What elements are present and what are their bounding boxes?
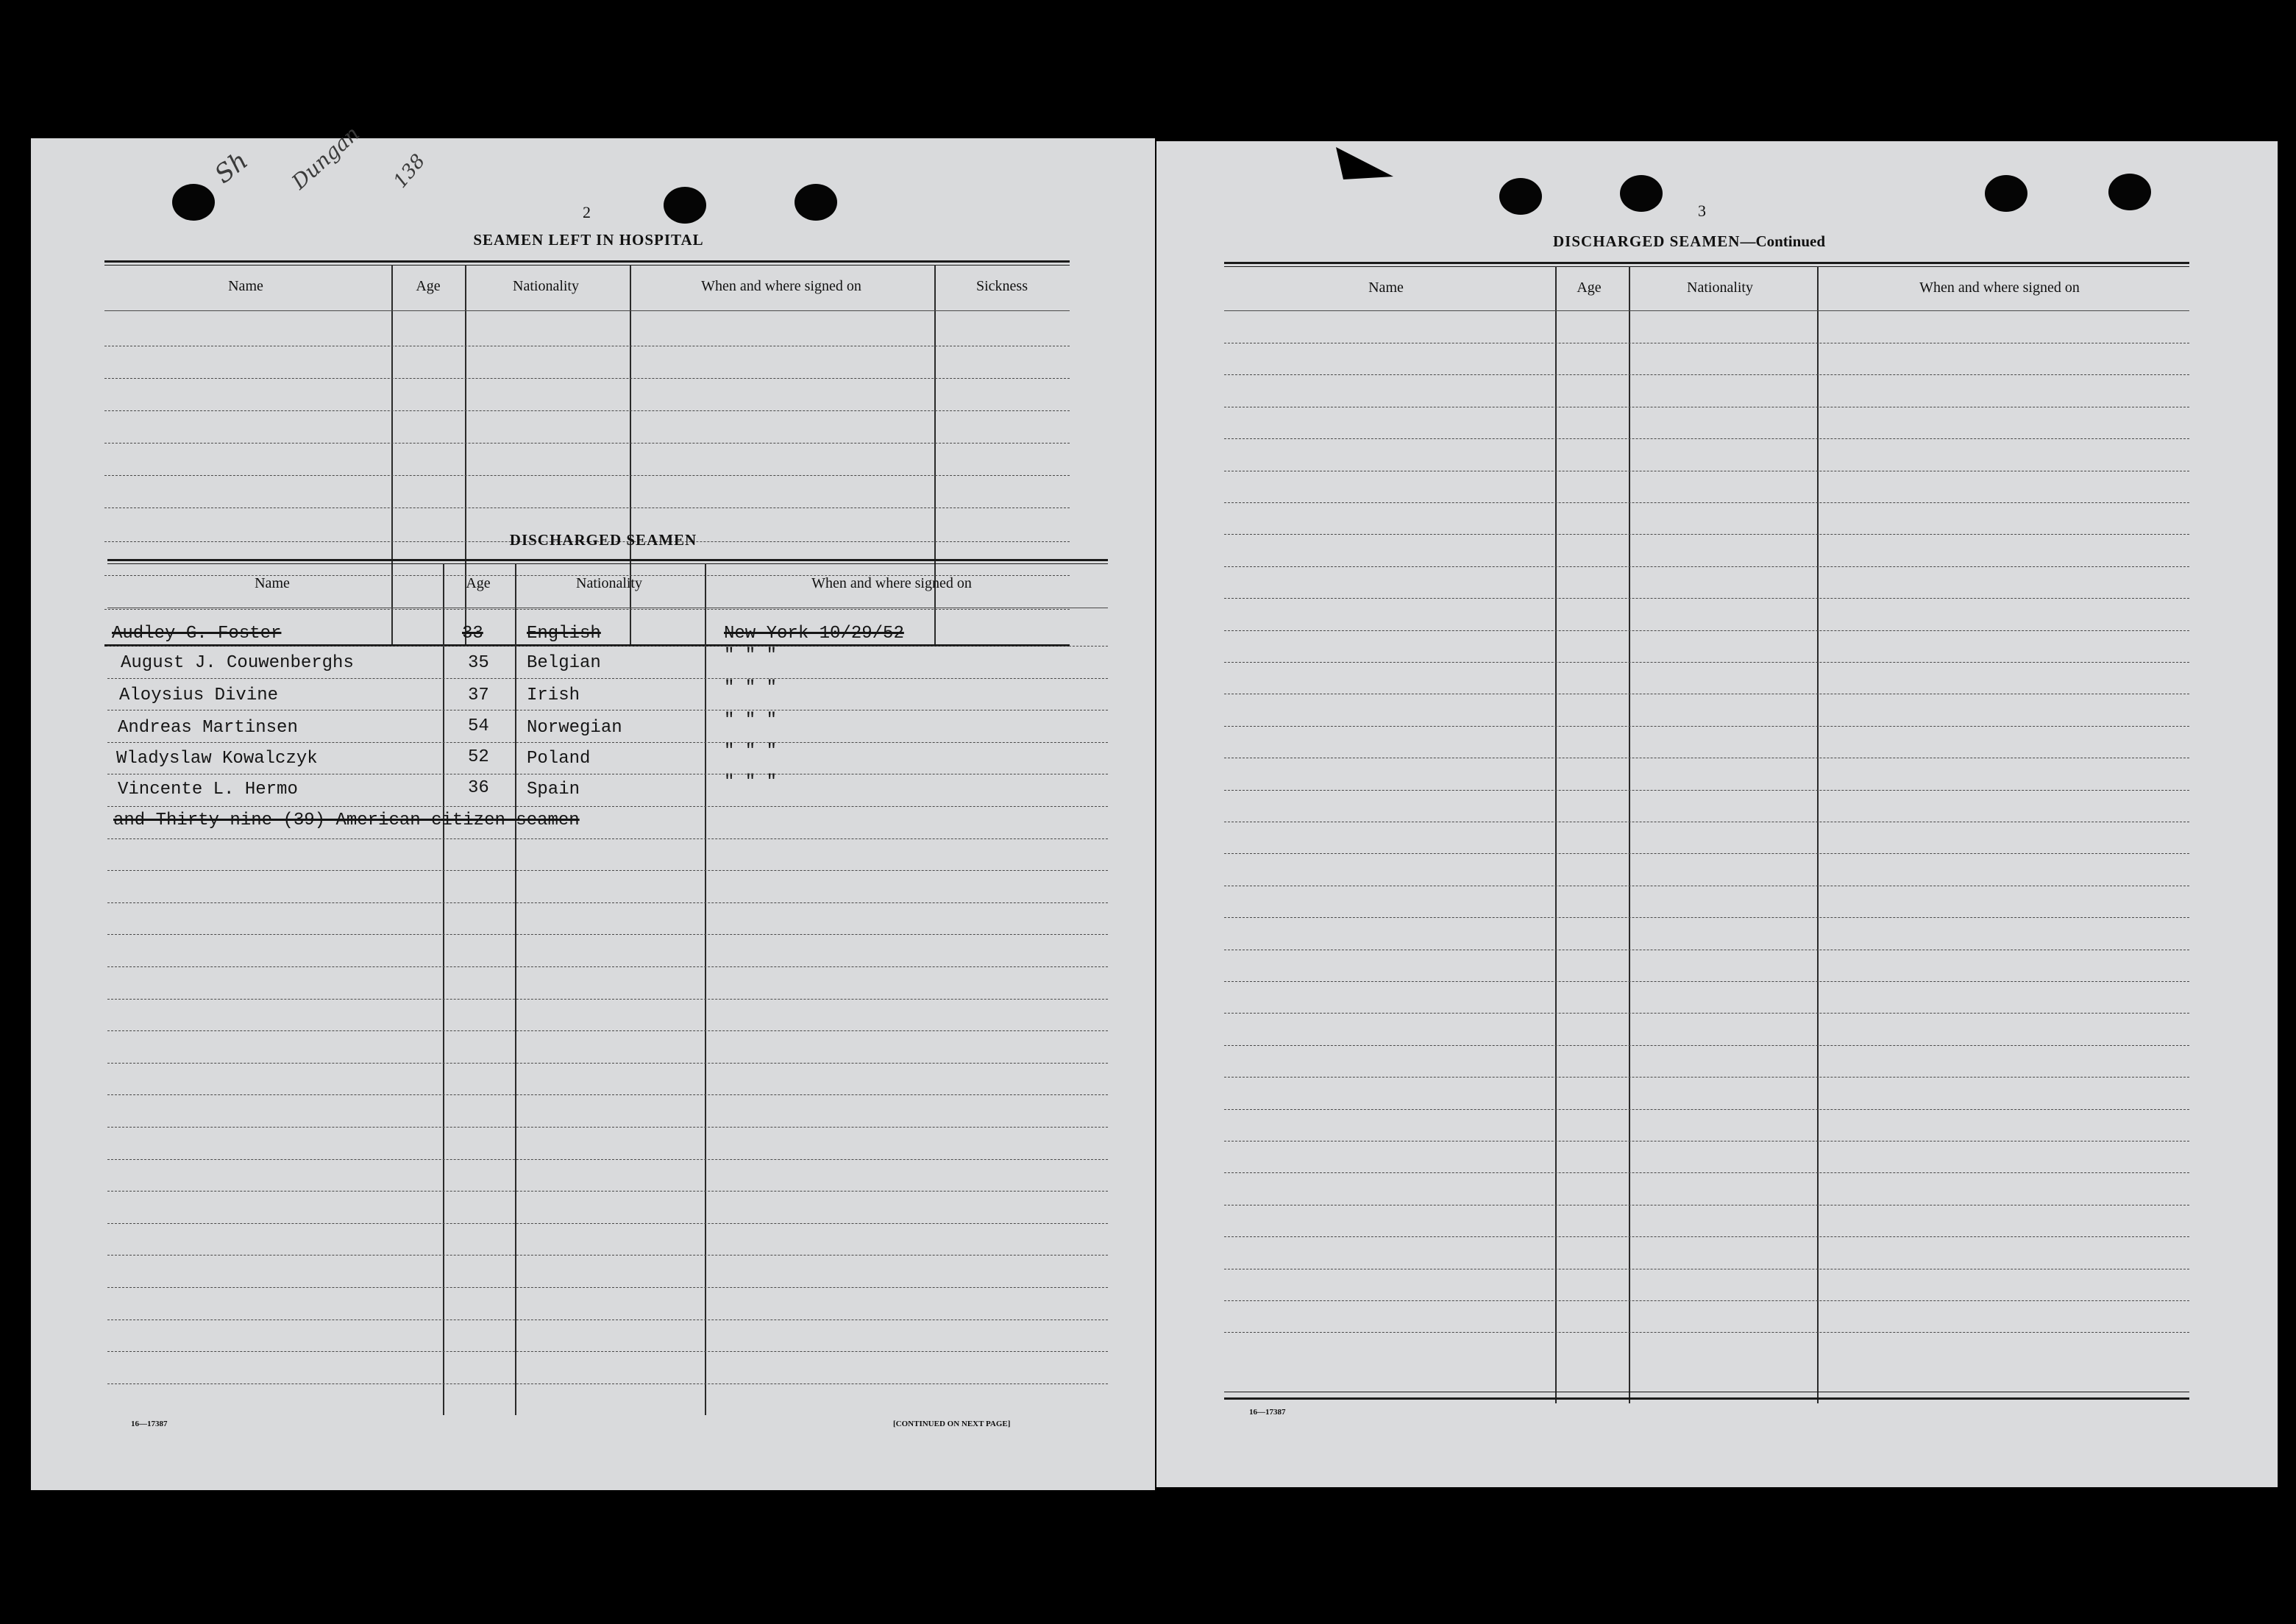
table-rule — [107, 563, 1108, 564]
row-line — [1224, 1172, 2189, 1173]
continued-col-name: Name — [1368, 279, 1404, 296]
row-line — [1224, 630, 2189, 631]
row-line — [104, 310, 1070, 311]
table-row-age: 54 — [468, 716, 489, 736]
table-row-signed-on: " " " — [724, 772, 778, 792]
table-rule — [1224, 266, 2189, 267]
punch-hole — [1985, 175, 2027, 212]
row-line — [1224, 1332, 2189, 1333]
punch-hole — [1499, 178, 1542, 215]
right-page — [1156, 141, 2278, 1487]
row-line — [107, 934, 1108, 935]
row-line — [107, 742, 1108, 743]
row-line — [104, 475, 1070, 476]
handwritten-note: Sh — [209, 146, 254, 190]
table-row-signed-on: " " " — [724, 646, 778, 666]
row-line — [107, 1287, 1108, 1288]
page-number: 2 — [583, 203, 591, 221]
row-line — [1224, 662, 2189, 663]
table-row-name: Wladyslaw Kowalczyk — [116, 749, 318, 769]
table-row-nationality: Irish — [527, 685, 580, 705]
continued-col-nationality: Nationality — [1687, 279, 1753, 296]
row-line — [104, 378, 1070, 379]
row-line — [104, 609, 1070, 610]
table-row-nationality: Norwegian — [527, 718, 622, 738]
row-line — [1224, 566, 2189, 567]
table-row-age: 36 — [468, 778, 489, 798]
row-line — [1224, 1300, 2189, 1301]
torn-corner-shape — [1333, 144, 1399, 181]
row-line — [107, 966, 1108, 967]
handwritten-note: Dungan — [287, 121, 364, 194]
punch-hole — [172, 184, 215, 221]
row-line — [107, 678, 1108, 679]
row-line — [107, 1063, 1108, 1064]
hospital-col-age: Age — [416, 278, 441, 294]
row-line — [1224, 1077, 2189, 1078]
table-rule — [104, 260, 1070, 263]
discharged-col-name: Name — [255, 575, 290, 591]
table-row-age: 33 — [462, 624, 483, 644]
hospital-section-title: SEAMEN LEFT IN HOSPITAL — [473, 231, 704, 249]
table-row-name: Andreas Martinsen — [118, 718, 298, 738]
column-divider — [1629, 266, 1630, 1403]
punch-hole — [2108, 174, 2151, 210]
row-line — [1224, 1236, 2189, 1237]
table-row-age: 37 — [468, 685, 489, 705]
row-line — [1224, 981, 2189, 982]
continued-note: [CONTINUED ON NEXT PAGE] — [893, 1420, 1011, 1428]
row-line — [107, 1094, 1108, 1095]
continued-col-signed-on: When and where signed on — [1919, 279, 2080, 296]
row-line — [1224, 726, 2189, 727]
row-line — [1224, 438, 2189, 439]
table-row-nationality: Poland — [527, 749, 591, 769]
discharged-col-age: Age — [466, 575, 491, 591]
hospital-col-nationality: Nationality — [513, 278, 579, 294]
hospital-col-sickness: Sickness — [976, 278, 1028, 294]
row-line — [1224, 853, 2189, 854]
row-line — [1224, 534, 2189, 535]
punch-hole — [1620, 175, 1663, 212]
row-line — [1224, 502, 2189, 503]
table-row-name: Aloysius Divine — [119, 685, 279, 705]
row-line — [1224, 1141, 2189, 1142]
row-line — [107, 1159, 1108, 1160]
row-line — [107, 838, 1108, 839]
table-rule — [1224, 262, 2189, 264]
row-line — [107, 1351, 1108, 1352]
table-row-signed-on: " " " — [724, 710, 778, 730]
column-divider — [391, 265, 393, 644]
hospital-col-signed-on: When and where signed on — [701, 278, 861, 294]
row-line — [107, 1191, 1108, 1192]
table-row-signed-on: " " " — [724, 678, 778, 698]
table-row-nationality: Belgian — [527, 653, 601, 673]
form-number: 16—17387 — [1249, 1408, 1286, 1417]
continued-col-age: Age — [1577, 279, 1602, 296]
punch-hole — [664, 187, 706, 224]
row-line — [107, 806, 1108, 807]
page-number: 3 — [1698, 202, 1706, 220]
row-line — [107, 870, 1108, 871]
column-divider — [1817, 266, 1819, 1403]
row-line — [107, 1255, 1108, 1256]
discharged-section-title: DISCHARGED SEAMEN — [509, 531, 697, 549]
table-row-age: 35 — [468, 653, 489, 673]
row-line — [107, 646, 1108, 647]
handwritten-note: 138 — [389, 150, 430, 193]
table-rule — [104, 265, 1070, 266]
table-row-age: 52 — [468, 747, 489, 767]
table-row-nationality: English — [527, 624, 601, 644]
table-row-name: Audley G. Foster — [112, 624, 282, 644]
row-line — [107, 1127, 1108, 1128]
row-line — [107, 1030, 1108, 1031]
table-rule — [1224, 1397, 2189, 1400]
column-divider — [1555, 266, 1557, 1403]
discharged-col-signed-on: When and where signed on — [811, 575, 972, 591]
row-line — [1224, 310, 2189, 311]
row-line — [104, 410, 1070, 411]
row-line — [1224, 1045, 2189, 1046]
row-line — [107, 1223, 1108, 1224]
row-line — [107, 1383, 1108, 1384]
row-line — [104, 443, 1070, 444]
row-line — [1224, 917, 2189, 918]
struck-note: and Thirty-nine (39) American citizen seamen — [113, 811, 580, 830]
hospital-col-name: Name — [228, 278, 263, 294]
form-number: 16—17387 — [131, 1420, 168, 1428]
left-page — [31, 121, 1155, 1490]
table-row-nationality: Spain — [527, 780, 580, 799]
discharged-continued-title: DISCHARGED SEAMEN—Continued — [1553, 232, 1825, 250]
punch-hole — [795, 184, 837, 221]
row-line — [107, 999, 1108, 1000]
row-line — [1224, 1109, 2189, 1110]
row-line — [1224, 374, 2189, 375]
table-rule — [107, 559, 1108, 561]
row-line — [1224, 790, 2189, 791]
row-line — [107, 902, 1108, 903]
discharged-col-nationality: Nationality — [576, 575, 642, 591]
row-line — [1224, 598, 2189, 599]
table-row-signed-on: " " " — [724, 741, 778, 761]
table-row-name: August J. Couwenberghs — [121, 653, 354, 673]
row-line — [1224, 1013, 2189, 1014]
table-row-signed-on: New York 10/29/52 — [724, 624, 904, 644]
table-row-name: Vincente L. Hermo — [118, 780, 298, 799]
